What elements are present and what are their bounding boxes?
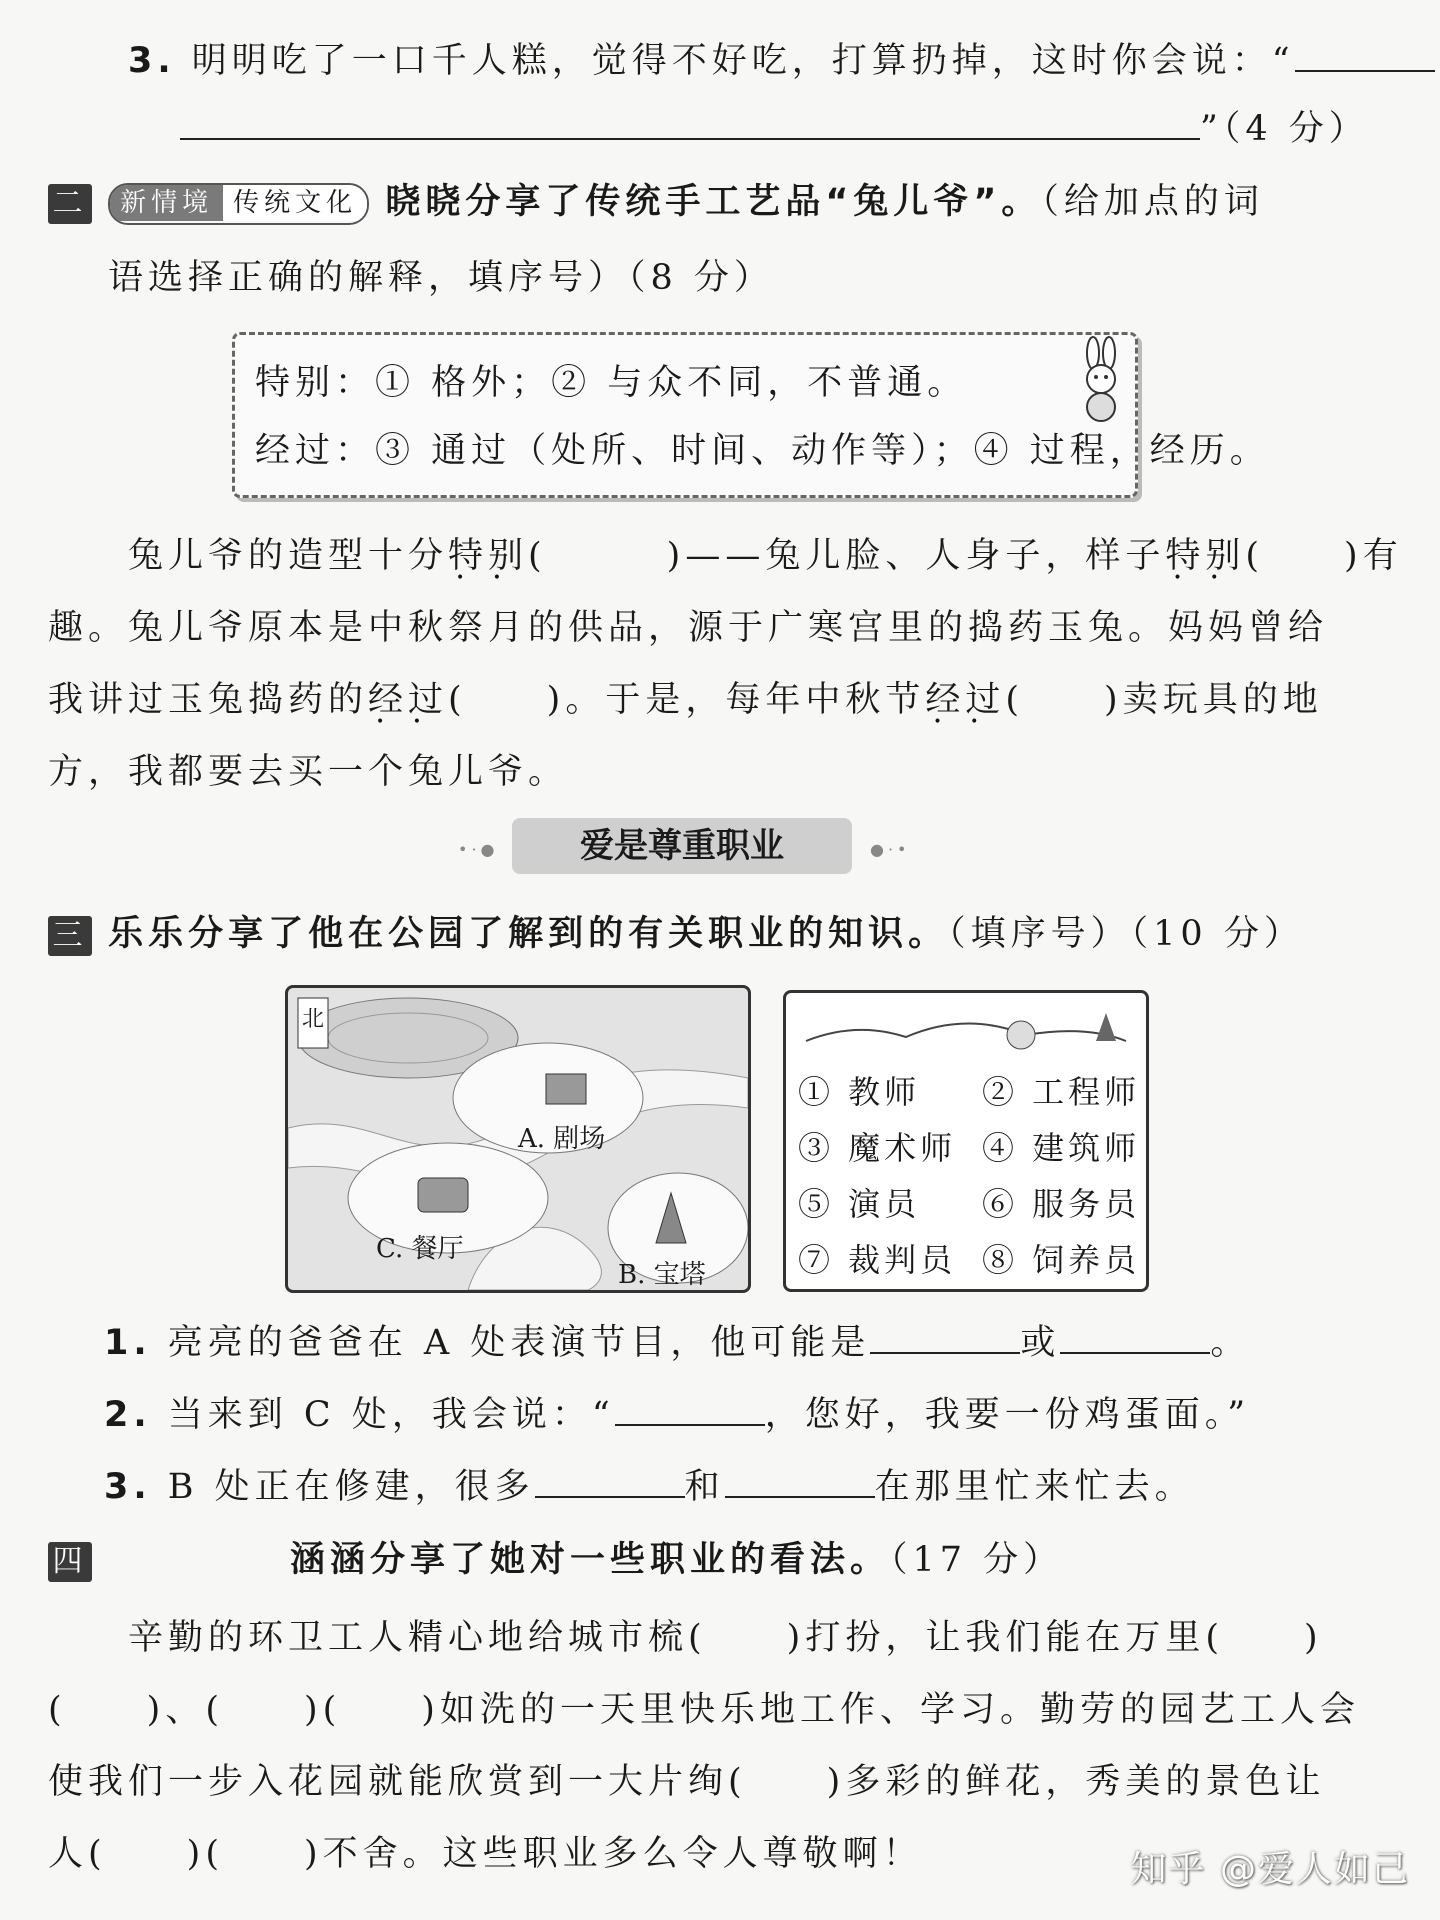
- job-options-box: [783, 990, 1149, 1292]
- question-3-top: 3. 明明吃了一口千人糕，觉得不好吃，打算扔掉，这时你会说：“: [128, 36, 1435, 83]
- rabbit-icon: [1071, 335, 1131, 425]
- paragraph4-line-3: 使我们一步入花园就能欣赏到一大片绚( )多彩的鲜花，秀美的景色让: [48, 1762, 1326, 1802]
- banner-deco-left: •·●: [458, 840, 499, 859]
- section-4-title-line: 涵涵分享了她对一些职业的看法。（17 分）: [290, 1540, 1064, 1580]
- banner-deco-right: ●·•: [870, 840, 911, 859]
- section-2-header: 二 新情境 传统文化 晓晓分享了传统手工艺品“兔儿爷”。（给加点的词: [48, 180, 1264, 225]
- answer-blank[interactable]: [180, 104, 1200, 140]
- definition-tebie: 特别：① 格外；② 与众不同，不普通。: [255, 363, 968, 403]
- dotted-word: 特别 • •: [1165, 534, 1245, 578]
- paragraph-line-2: 趣。兔儿爷原本是中秋祭月的供品，源于广寒宫里的捣药玉兔。妈妈曾给: [48, 608, 1329, 648]
- job-option: ⑤ 演员: [798, 1185, 921, 1223]
- question-3-top-line2: ”（4 分）: [180, 104, 1369, 151]
- context-tag: 新情境 传统文化: [108, 183, 369, 225]
- answer-blank[interactable]: [725, 1462, 875, 1498]
- section-number: 二: [48, 184, 92, 224]
- map-label-pagoda: B. 宝塔: [618, 1260, 706, 1290]
- paragraph4-line-2: ( )、( )( )如洗的一天里快乐地工作、学习。勤劳的园艺工人会: [48, 1690, 1360, 1730]
- question-3-2: 2. 当来到 C 处，我会说：“ ，您好，我要一份鸡蛋面。”: [104, 1390, 1250, 1437]
- job-option: ④ 建筑师: [982, 1129, 1141, 1167]
- answer-blank[interactable]: [870, 1318, 1020, 1354]
- map-label-theater: A. 剧场: [518, 1124, 606, 1154]
- question-3-1: 1. 亮亮的爸爸在 A 处表演节目，他可能是 或 。: [104, 1318, 1250, 1365]
- section-number: 三: [48, 916, 92, 956]
- map-label-restaurant: C. 餐厅: [376, 1234, 464, 1264]
- landscape-icon: [796, 1001, 1136, 1055]
- definition-box: [232, 332, 1270, 498]
- job-option: ⑧ 饲养员: [982, 1241, 1141, 1279]
- unit-banner: 爱是尊重职业: [512, 818, 852, 874]
- paragraph-line-1: 兔儿爷的造型十分特别 • •( )——兔儿脸、人身子，样子特别 • •( )有: [128, 534, 1403, 578]
- dotted-word: 经过 • •: [368, 678, 448, 722]
- section-title: 乐乐分享了他在公园了解到的有关职业的知识。: [108, 914, 949, 954]
- section-3-header: 三 乐乐分享了他在公园了解到的有关职业的知识。（填序号）（10 分）: [48, 912, 1304, 956]
- dotted-word: 特别 • •: [448, 534, 528, 578]
- section-title: 涵涵分享了她对一些职业的看法。: [290, 1540, 891, 1580]
- watermark: 知乎 @爱人如己: [1130, 1849, 1410, 1890]
- definition-jingguo: 经过：③ 通过（处所、时间、动作等）；④ 过程，经历。: [255, 431, 1270, 471]
- section-title: 晓晓分享了传统手工艺品“兔儿爷”。: [385, 182, 1042, 222]
- section-number: 四: [48, 1542, 92, 1582]
- job-option: ⑥ 服务员: [982, 1185, 1141, 1223]
- job-option: ③ 魔术师: [798, 1129, 957, 1167]
- answer-blank[interactable]: [1060, 1318, 1210, 1354]
- north-indicator: 北: [302, 1007, 325, 1032]
- dotted-word: 经过 • •: [925, 678, 1005, 722]
- question-3-3: 3. B 处正在修建，很多 和 在那里忙来忙去。: [104, 1462, 1195, 1509]
- job-option: ① 教师: [798, 1073, 921, 1111]
- paragraph4-line-4: 人( )( )不舍。这些职业多么令人尊敬啊！: [48, 1834, 923, 1874]
- paragraph4-line-1: 辛勤的环卫工人精心地给城市梳( )打扮，让我们能在万里( ): [128, 1618, 1323, 1658]
- section-4-header: [48, 1538, 92, 1582]
- park-map: [285, 985, 751, 1293]
- paragraph-line-4: 方，我都要去买一个兔儿爷。: [48, 752, 569, 792]
- paragraph-line-3: 我讲过玉兔捣药的经过 • •( )。于是，每年中秋节经过 • •( )卖玩具的地: [48, 678, 1323, 722]
- job-option: ⑦ 裁判员: [798, 1241, 957, 1279]
- section-2-instruction: 语选择正确的解释，填序号）（8 分）: [108, 258, 774, 298]
- answer-blank[interactable]: [535, 1462, 685, 1498]
- answer-blank[interactable]: [615, 1390, 765, 1426]
- job-option: ② 工程师: [982, 1073, 1141, 1111]
- answer-blank[interactable]: [1295, 36, 1435, 72]
